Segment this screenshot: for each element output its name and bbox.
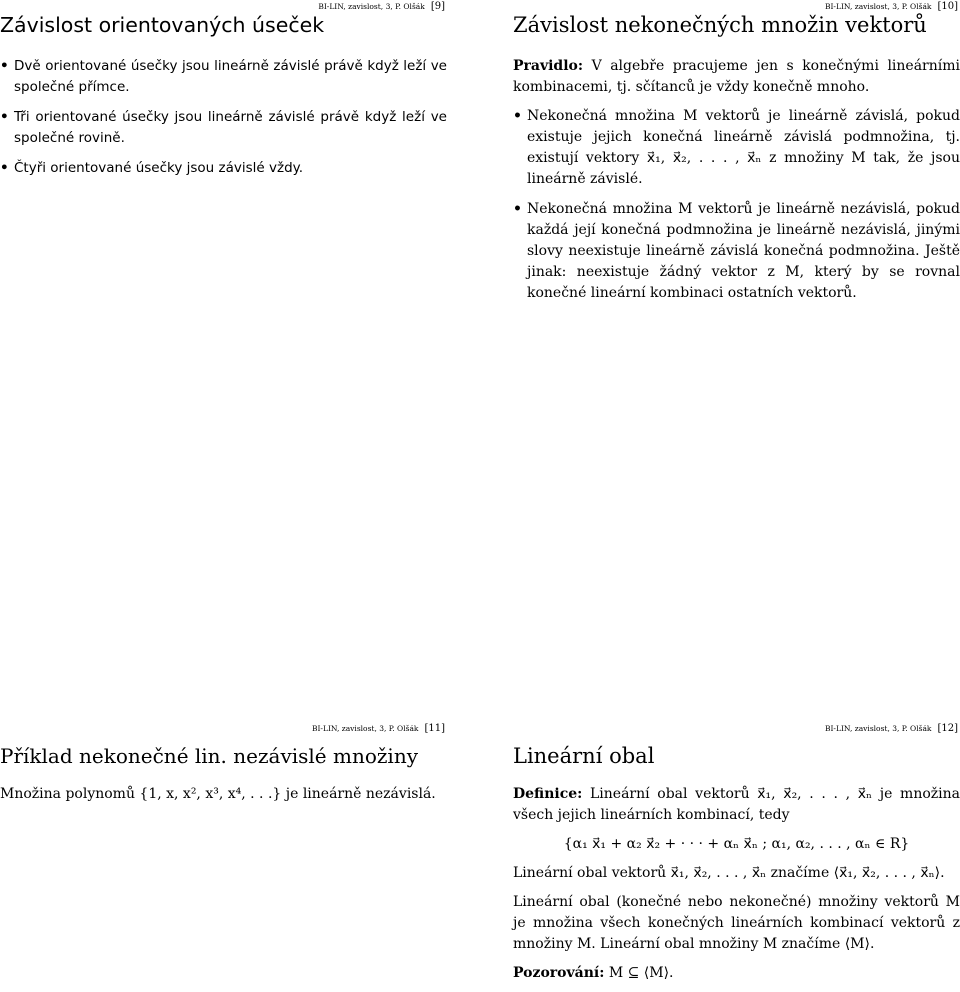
slide-header	[825, 1, 958, 12]
slide-header	[312, 723, 445, 734]
bullet-item: • Čtyři orientované úsečky jsou závislé vždy.	[0, 158, 447, 179]
span-paragraph: Lineární obal (konečné nebo nekonečné) množiny vektorů M je množina všech konečných lineárních kombinací vektorů z množiny M. Lineární obal množiny M značíme ⟨M⟩.	[513, 894, 960, 952]
slide-9	[0, 0, 447, 480]
slide-title: Závislost nekonečných množin vektorů	[513, 13, 927, 37]
slide-body	[513, 56, 960, 313]
observation-paragraph	[513, 963, 960, 984]
observation-label: Pozorování:	[513, 965, 605, 981]
page-number: [12]	[937, 723, 958, 734]
slide-11	[0, 722, 447, 970]
slide-body	[0, 784, 447, 813]
slide-body	[513, 784, 960, 992]
slide-header	[318, 1, 445, 12]
rule-text: V algebře pracujeme jen s konečnými lineárními kombinacemi, tj. sčítanců je vždy konečně mnoho.	[513, 58, 960, 95]
slide-12	[513, 722, 960, 981]
slide-title: Příklad nekonečné lin. nezávislé množiny	[0, 744, 418, 768]
header-text: BI-LIN, zavislost, 3, P. Olšák	[824, 2, 932, 11]
header-text: BI-LIN, zavislost, 3, P. Olšák	[824, 724, 932, 733]
example-text: Množina polynomů {1, x, x², x³, x⁴, . . .} je lineárně nezávislá.	[0, 786, 436, 802]
bullet-item: • Nekonečná množina M vektorů je lineárně závislá, pokud existuje jejich konečná lineárně závislá podmnožina, tj. existují vektory x⃗₁, x⃗₂, . . . , x⃗ₙ z množiny M tak, že jsou lineárně závislé.	[513, 106, 960, 190]
rule-label: Pravidlo:	[513, 58, 584, 74]
definition-label: Definice:	[513, 786, 583, 802]
observation-text: M ⊆ ⟨M⟩.	[608, 965, 674, 981]
formula: {α₁ x⃗₁ + α₂ x⃗₂ + · · · + αₙ x⃗ₙ ; α₁, α₂, . . . , αₙ ∈ R}	[563, 836, 910, 852]
bullet-item: • Nekonečná množina M vektorů je lineárně nezávislá, pokud každá její konečná podmnožina je lineárně nezávislá, jinými slovy neexistuje lineárně závislá konečná podmnožina. Ještě jinak: neexistuje žádný vektor z M, který by se rovnal konečné lineární kombinaci ostatních vektorů.	[513, 199, 960, 304]
bullet-item: • Tři orientované úsečky jsou lineárně závislé právě když leží ve společné rovině.	[0, 107, 447, 149]
definition-paragraph	[513, 784, 960, 826]
slide-header	[825, 723, 958, 734]
page-number: [9]	[430, 1, 445, 12]
notation-paragraph: Lineární obal vektorů x⃗₁, x⃗₂, . . . , x⃗ₙ značíme ⟨x⃗₁, x⃗₂, . . . , x⃗ₙ⟩.	[513, 865, 945, 881]
header-text: BI-LIN, zavislost, 3, P. Olšák	[318, 2, 425, 11]
slide-10	[513, 0, 960, 480]
slide-title: Lineární obal	[513, 744, 655, 768]
header-text: BI-LIN, zavislost, 3, P. Olšák	[311, 724, 419, 733]
slide-title: Závislost orientovaných úseček	[0, 13, 325, 37]
bullet-item: • Dvě orientované úsečky jsou lineárně závislé právě když leží ve společné přímce.	[0, 56, 447, 98]
page-number: [10]	[937, 1, 958, 12]
rule-paragraph	[513, 56, 960, 98]
slide-body	[0, 56, 447, 188]
definition-text: Lineární obal vektorů x⃗₁, x⃗₂, . . . , x⃗ₙ je množina všech jejich lineárních kombinací, tedy	[513, 786, 960, 823]
page-number: [11]	[424, 723, 445, 734]
